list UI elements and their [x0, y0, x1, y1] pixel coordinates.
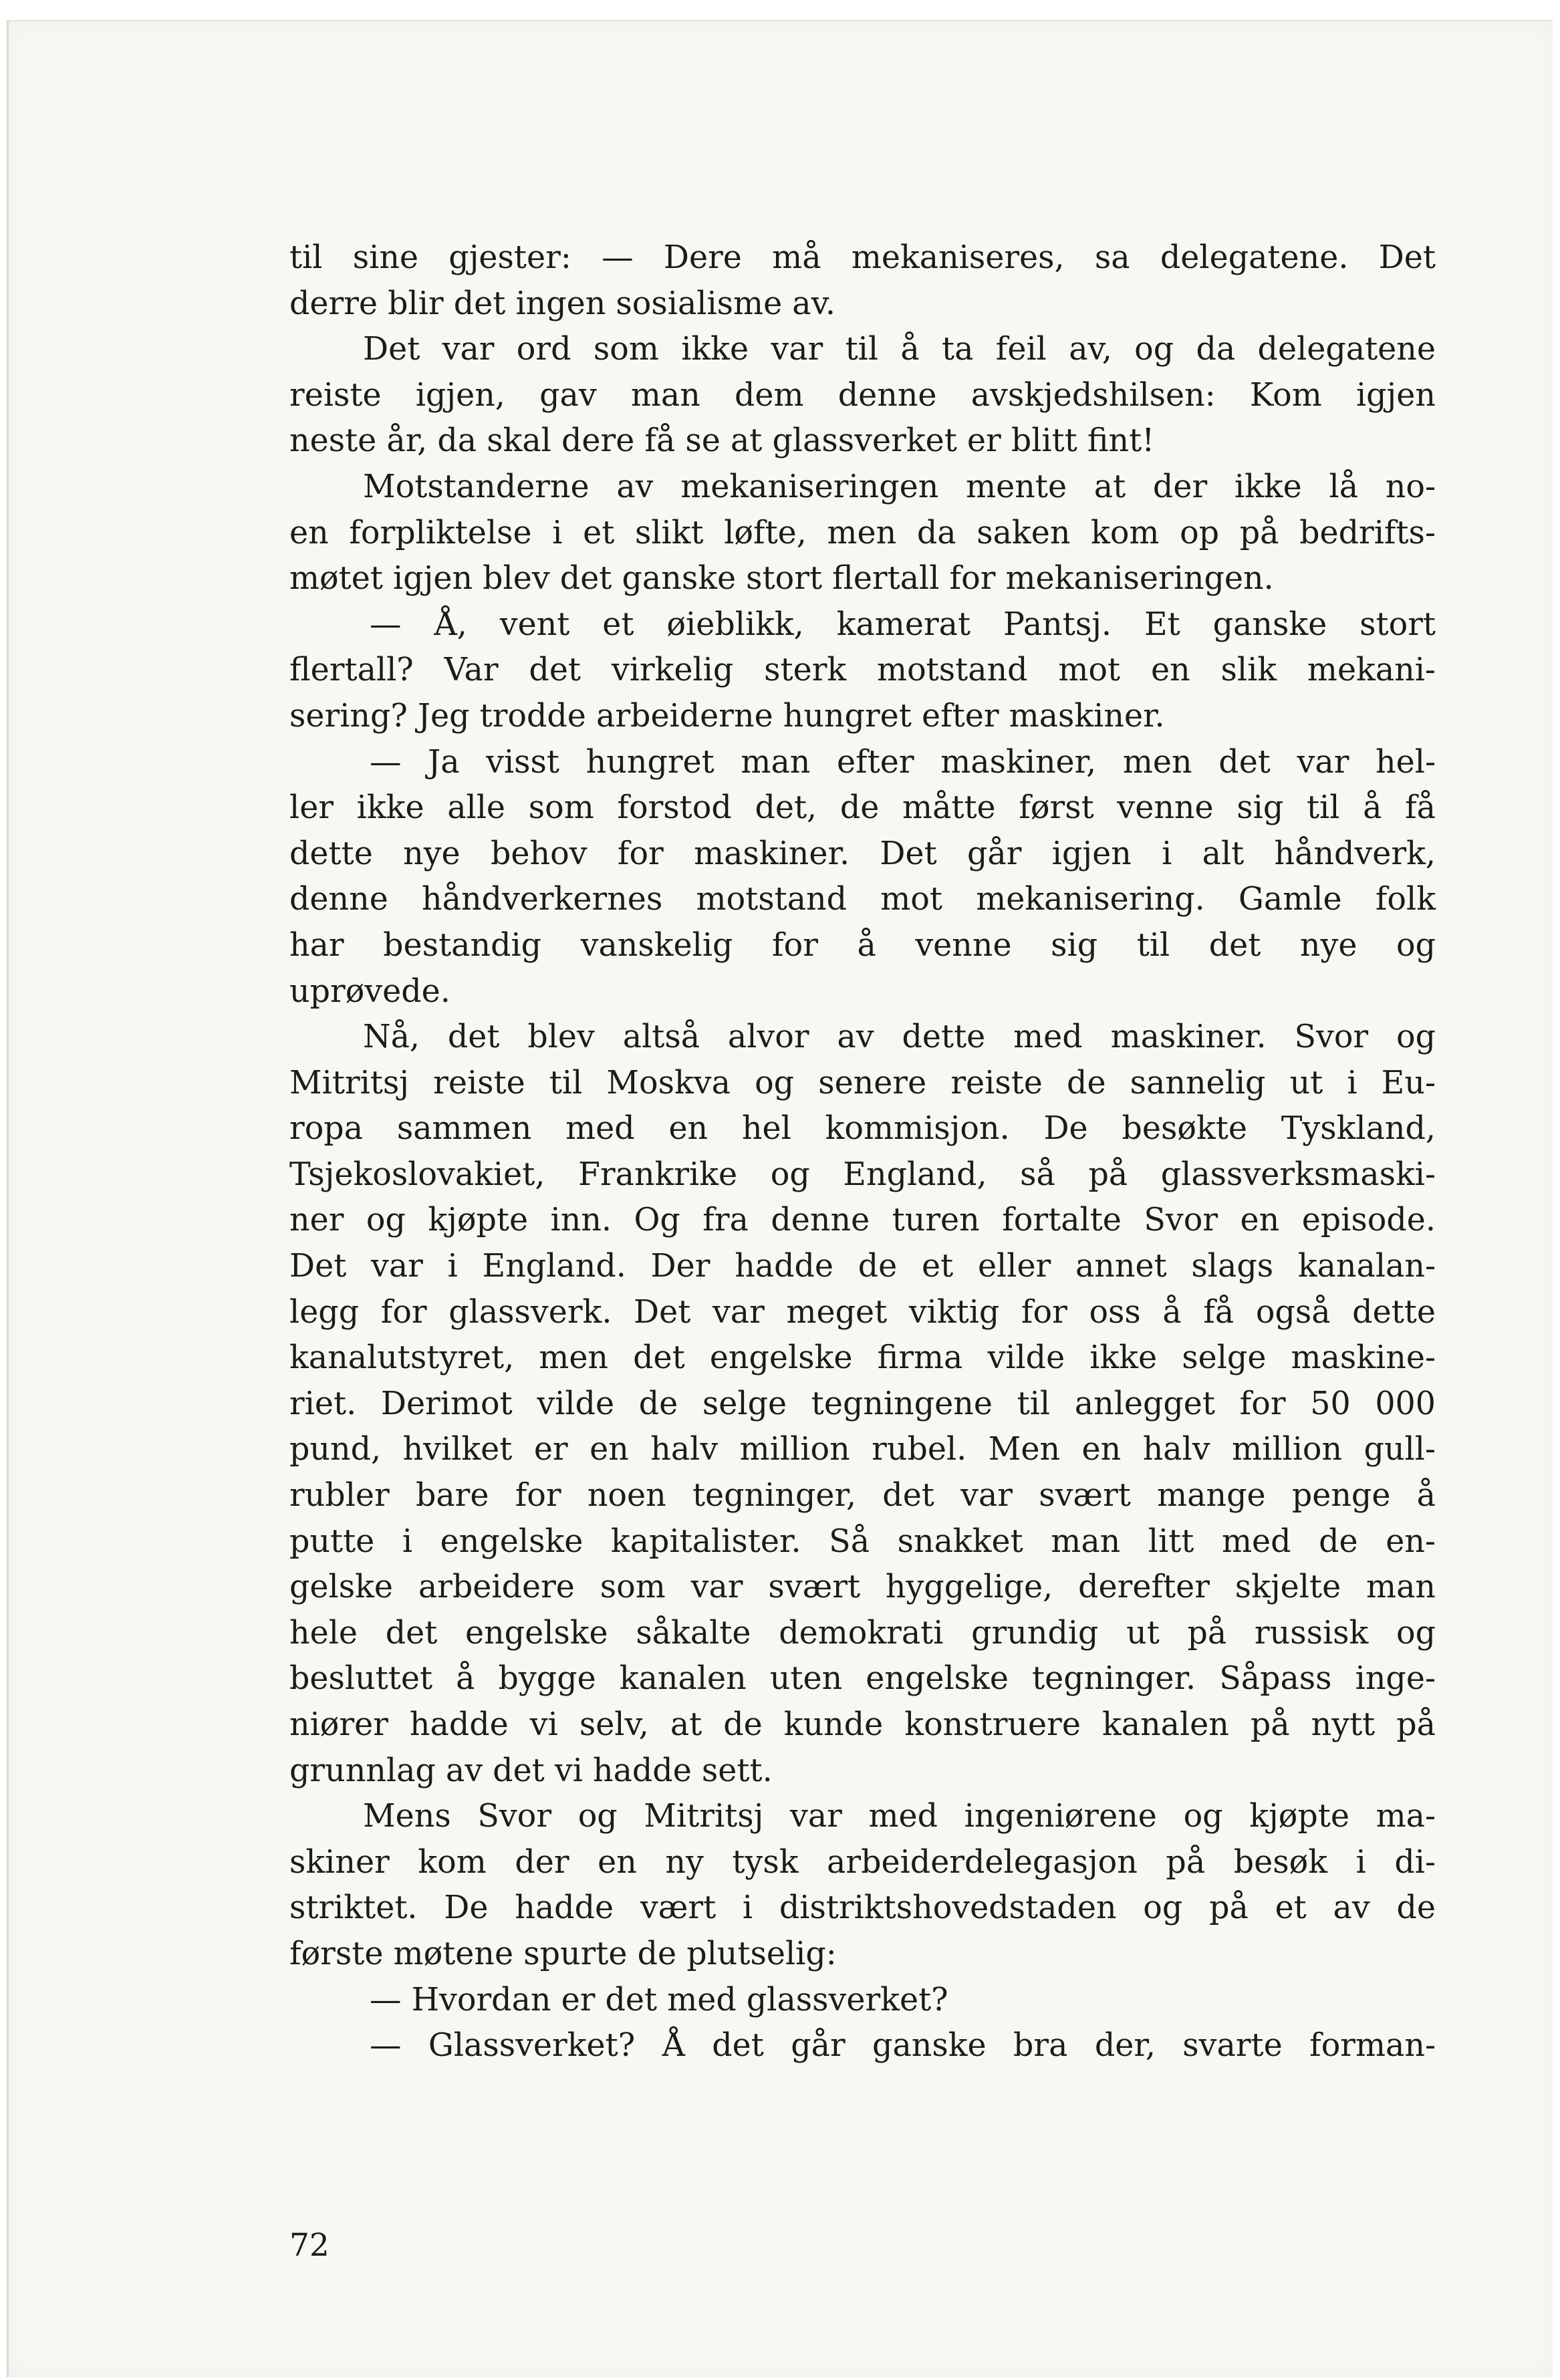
text-line: ropa sammen med en hel kommisjon. De besøkte Tyskland, — [289, 1110, 1436, 1148]
text-line: første møtene spurte de plutselig: — [289, 1935, 837, 1972]
text-line: gelske arbeidere som var svært hyggelige, derefter skjelte man — [289, 1569, 1436, 1606]
text-line: legg for glassverk. Det var meget viktig for oss å få også dette — [289, 1293, 1436, 1331]
text-line: grunnlag av det vi hadde sett. — [289, 1752, 773, 1789]
text-line: pund, hvilket er en halv million rubel. Men en halv million gull- — [289, 1431, 1436, 1468]
text-line: riet. Derimot vilde de selge tegningene til anlegget for 50 000 — [289, 1385, 1436, 1422]
text-line: Det var i England. Der hadde de et eller annet slags kanalan- — [289, 1248, 1436, 1285]
text-line: Det var ord som ikke var til å ta feil av, og da delegatene — [363, 331, 1436, 368]
text-line: rubler bare for noen tegninger, det var svært mange penge å — [289, 1477, 1436, 1514]
text-line: har bestandig vanskelig for å venne sig til det nye og — [289, 926, 1436, 964]
text-line: reiste igjen, gav man dem denne avskjedshilsen: Kom igjen — [289, 376, 1436, 414]
text-line: — Glassverket? Å det går ganske bra der, svarte forman- — [370, 2027, 1436, 2065]
text-line: sering? Jeg trodde arbeiderne hungret efter maskiner. — [289, 697, 1165, 735]
text-line: skiner kom der en ny tysk arbeiderdelegasjon på besøk i di- — [289, 1843, 1436, 1881]
text-line: Motstanderne av mekaniseringen mente at der ikke lå no- — [363, 468, 1436, 505]
text-line: denne håndverkernes motstand mot mekanisering. Gamle folk — [289, 881, 1436, 918]
text-line: Mitritsj reiste til Moskva og senere reiste de sannelig ut i Eu- — [289, 1064, 1436, 1101]
text-line: hele det engelske såkalte demokrati grundig ut på russisk og — [289, 1614, 1436, 1651]
text-line: neste år, da skal dere få se at glassverket er blitt fint! — [289, 422, 1155, 460]
text-line: niører hadde vi selv, at de kunde konstruere kanalen på nytt på — [289, 1706, 1436, 1743]
book-page — [7, 20, 1553, 2377]
text-line: til sine gjester: — Dere må mekaniseres, sa delegatene. Det — [289, 239, 1436, 276]
text-line: Mens Svor og Mitritsj var med ingeniørene og kjøpte ma- — [363, 1798, 1436, 1835]
text-line: ler ikke alle som forstod det, de måtte først venne sig til å få — [289, 789, 1436, 827]
page-body-text — [289, 235, 1436, 2069]
text-line: møtet igjen blev det ganske stort flertall for mekaniseringen. — [289, 560, 1274, 598]
text-line: uprøvede. — [289, 972, 450, 1010]
text-line: derre blir det ingen sosialisme av. — [289, 285, 835, 322]
text-line: putte i engelske kapitalister. Så snakket man litt med de en- — [289, 1523, 1436, 1560]
text-line: — Hvordan er det med glassverket? — [370, 1981, 948, 2018]
text-line: — Å, vent et øieblikk, kamerat Pantsj. Et ganske stort — [370, 606, 1436, 643]
text-line: en forpliktelse i et slikt løfte, men da saken kom op på bedrifts- — [289, 514, 1436, 551]
text-line: Tsjekoslovakiet, Frankrike og England, så på glassverksmaski- — [289, 1156, 1436, 1193]
text-line: striktet. De hadde vært i distriktshovedstaden og på et av de — [289, 1889, 1436, 1927]
page-number: 72 — [289, 2227, 330, 2264]
text-line: flertall? Var det virkelig sterk motstand mot en slik mekani- — [289, 652, 1436, 689]
text-line: — Ja visst hungret man efter maskiner, men det var hel- — [370, 743, 1436, 781]
text-line: ner og kjøpte inn. Og fra denne turen fortalte Svor en episode. — [289, 1202, 1436, 1239]
text-line: dette nye behov for maskiner. Det går igjen i alt håndverk, — [289, 835, 1436, 872]
text-line: kanalutstyret, men det engelske firma vilde ikke selge maskine- — [289, 1339, 1436, 1377]
text-line: Nå, det blev altså alvor av dette med maskiner. Svor og — [363, 1019, 1436, 1056]
text-line: besluttet å bygge kanalen uten engelske tegninger. Såpass inge- — [289, 1660, 1436, 1698]
